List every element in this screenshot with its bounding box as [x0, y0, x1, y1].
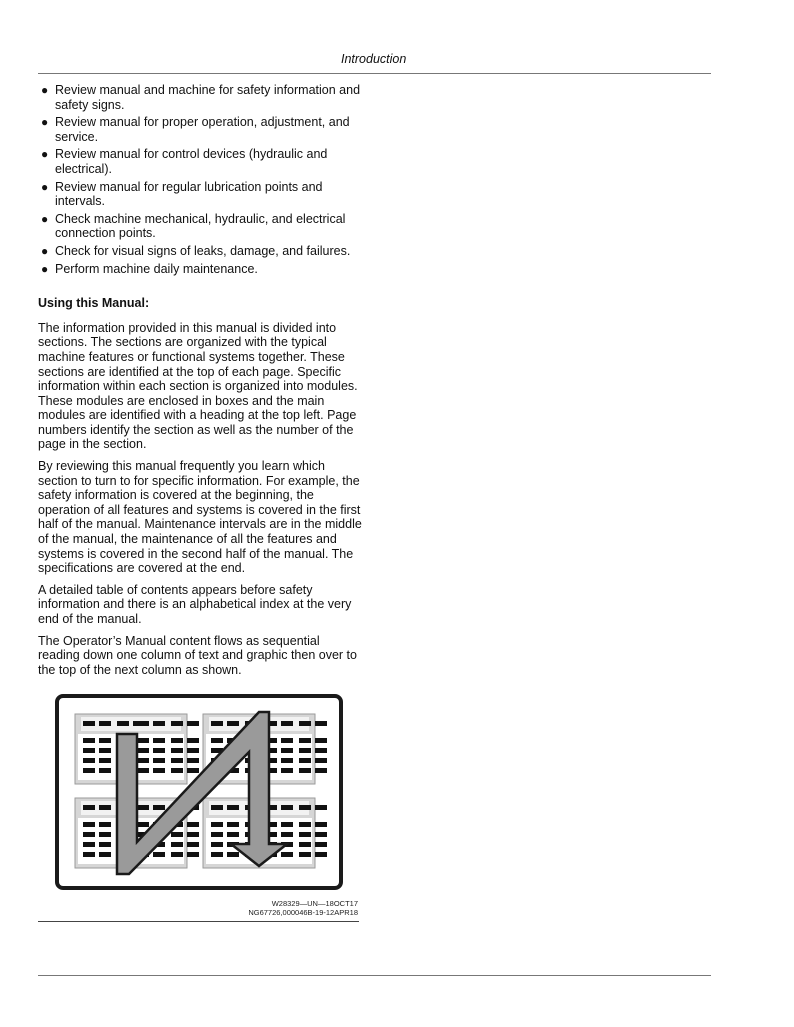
- list-item: ● Review manual for control devices (hydraulic and electrical).: [41, 147, 328, 176]
- list-item: ● Review manual for proper operation, adjustment, and service.: [41, 115, 350, 144]
- figure-caption: [160, 900, 358, 917]
- list-item: ● Review manual and machine for safety information and safety signs.: [41, 83, 361, 112]
- left-column: [38, 83, 362, 684]
- bullet-icon: ●: [41, 83, 49, 97]
- list-item: ● Perform machine daily maintenance.: [41, 261, 258, 276]
- bullet-icon: ●: [41, 211, 49, 226]
- section-heading: Using this Manual:: [38, 296, 150, 311]
- paragraph: A detailed table of contents appears before safety information and there is an alphabetical index at the very end of the manual.: [38, 582, 352, 626]
- paragraph: The information provided in this manual is divided into sections. The sections are organized with the typical machine features or functional systems together. These sections are identified at the top of each page. Specific information within each section is organized into modules. These modules are enclosed in boxes and the main modules are identified with a heading at the top left. Page numbers identify the section as well as the number of the page in the section.: [38, 320, 358, 452]
- list-item: ● Check machine mechanical, hydraulic, and electrical connection points.: [41, 211, 346, 241]
- list-item: ● Check for visual signs of leaks, damage, and failures.: [41, 243, 351, 258]
- bullet-list: [38, 83, 362, 276]
- module-code: NG67726,000046B-19-12APR18: [248, 907, 358, 917]
- footer-rule: [38, 975, 711, 976]
- bullet-icon: ●: [41, 243, 49, 258]
- paragraph: The Operator’s Manual content flows as sequential reading down one column of text and graphic then over to the top of the next column as shown.: [38, 633, 357, 677]
- bullet-icon: ●: [41, 261, 49, 276]
- module-end-rule: [38, 921, 359, 922]
- paragraph: By reviewing this manual frequently you learn which section to turn to for specific information. For example, the safety information is covered at the beginning, the operation of all features and systems is covered in the first half of the manual. Maintenance intervals are in the middle of the manual, the maintenance of all the features and systems is covered in the second half of the manual. The specifications are covered at the end.: [38, 459, 362, 576]
- list-item: ● Review manual for regular lubrication points and intervals.: [41, 179, 323, 209]
- bullet-icon: ●: [41, 179, 49, 194]
- reading-flow-illustration: [55, 694, 343, 890]
- bullet-icon: ●: [41, 147, 49, 162]
- reading-flow-graphic: [55, 694, 343, 890]
- page-header-title: Introduction: [341, 52, 407, 66]
- header-rule: [38, 73, 711, 74]
- figure-code: W28329—UN—18OCT17: [271, 899, 358, 908]
- bullet-icon: ●: [41, 115, 49, 130]
